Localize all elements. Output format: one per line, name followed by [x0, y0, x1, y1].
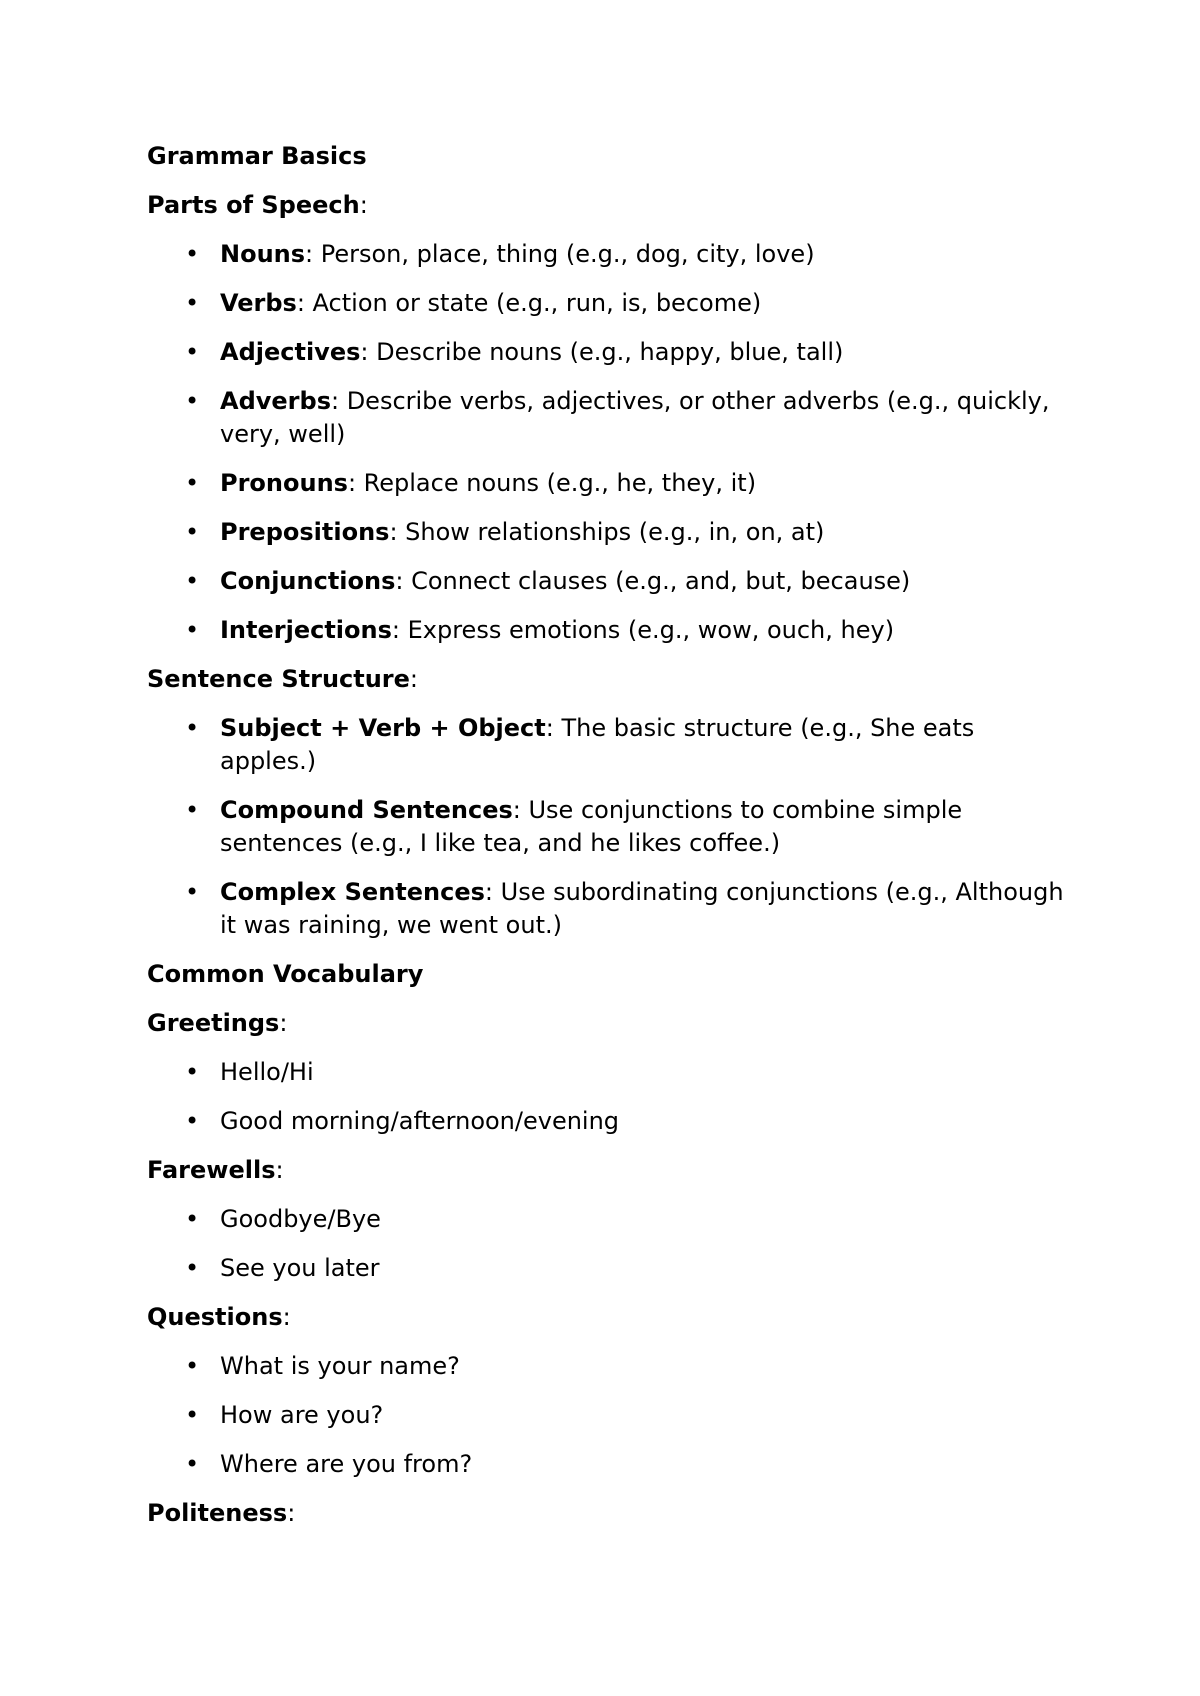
bullet-list	[147, 1350, 1077, 1481]
bullet-icon: •	[185, 616, 200, 644]
heading-suffix: :	[282, 1303, 291, 1331]
list-item-text: Where are you from?	[220, 1450, 473, 1478]
list-item	[147, 238, 1077, 271]
list-item	[147, 1350, 1077, 1383]
heading-suffix: :	[287, 1499, 296, 1527]
list-item	[147, 1056, 1077, 1089]
list-item-text: : The basic structure (e.g., She eats apples.)	[220, 714, 975, 775]
bullet-icon: •	[185, 714, 200, 742]
list-item	[147, 1105, 1077, 1138]
bullet-icon: •	[185, 338, 200, 366]
list-item-text: Hello/Hi	[220, 1058, 314, 1086]
list-item	[147, 794, 1077, 860]
heading-suffix: :	[409, 665, 419, 693]
list-item-text: : Person, place, thing (e.g., dog, city, love)	[305, 240, 815, 268]
list-item-text: What is your name?	[220, 1352, 460, 1380]
bullet-icon: •	[185, 1352, 200, 1380]
section-heading	[147, 1497, 1077, 1530]
list-item	[147, 336, 1077, 369]
bullet-list	[147, 1056, 1077, 1138]
bullet-icon: •	[185, 1401, 200, 1429]
heading-text: Farewells	[147, 1156, 276, 1184]
list-item-text: : Connect clauses (e.g., and, but, because)	[395, 567, 911, 595]
list-item-text: How are you?	[220, 1401, 384, 1429]
list-item-text: Goodbye/Bye	[220, 1205, 381, 1233]
bullet-icon: •	[185, 469, 200, 497]
bullet-icon: •	[185, 240, 200, 268]
bullet-icon: •	[185, 1205, 200, 1233]
list-item-term: Interjections	[220, 616, 392, 644]
section-heading	[147, 1301, 1077, 1334]
list-item-term: Subject + Verb + Object	[220, 714, 546, 742]
bullet-icon: •	[185, 878, 200, 906]
heading-suffix: :	[359, 191, 368, 219]
list-item-text: : Use subordinating conjunctions (e.g., Although it was raining, we went out.)	[220, 878, 1064, 939]
list-item-text: See you later	[220, 1254, 380, 1282]
list-item-text: : Action or state (e.g., run, is, become)	[296, 289, 762, 317]
bullet-icon: •	[185, 387, 200, 415]
heading-suffix: :	[275, 1156, 284, 1184]
list-item	[147, 1252, 1077, 1285]
list-item-term: Adverbs	[220, 387, 331, 415]
section-heading	[147, 1007, 1077, 1040]
list-item	[147, 1399, 1077, 1432]
list-item-term: Pronouns	[220, 469, 348, 497]
list-item	[147, 1448, 1077, 1481]
list-item	[147, 712, 1077, 778]
list-item-term: Prepositions	[220, 518, 390, 546]
list-item-text: : Show relationships (e.g., in, on, at)	[389, 518, 825, 546]
section-heading	[147, 663, 1077, 696]
bullet-list	[147, 238, 1077, 647]
bullet-list	[147, 1203, 1077, 1285]
section-heading	[147, 189, 1077, 222]
list-item-term: Adjectives	[220, 338, 361, 366]
heading-text: Greetings	[147, 1009, 280, 1037]
section-heading	[147, 140, 1077, 173]
bullet-icon: •	[185, 796, 200, 824]
list-item	[147, 385, 1077, 451]
list-item	[147, 565, 1077, 598]
list-item	[147, 614, 1077, 647]
list-item	[147, 1203, 1077, 1236]
heading-text: Questions	[147, 1303, 283, 1331]
list-item-term: Compound Sentences	[220, 796, 513, 824]
list-item-term: Complex Sentences	[220, 878, 485, 906]
list-item-text: : Describe nouns (e.g., happy, blue, tall)	[360, 338, 844, 366]
section-heading	[147, 1154, 1077, 1187]
bullet-icon: •	[185, 1107, 200, 1135]
heading-suffix: :	[279, 1009, 288, 1037]
heading-text: Sentence Structure	[147, 665, 410, 693]
list-item-text: : Replace nouns (e.g., he, they, it)	[347, 469, 757, 497]
heading-text: Common Vocabulary	[147, 960, 424, 988]
heading-text: Parts of Speech	[147, 191, 360, 219]
heading-text: Grammar Basics	[147, 142, 367, 170]
bullet-icon: •	[185, 567, 200, 595]
list-item-term: Conjunctions	[220, 567, 396, 595]
bullet-icon: •	[185, 289, 200, 317]
list-item-text: : Use conjunctions to combine simple sentences (e.g., I like tea, and he likes coffee.)	[220, 796, 963, 857]
section-heading	[147, 958, 1077, 991]
bullet-icon: •	[185, 1058, 200, 1086]
list-item-term: Verbs	[220, 289, 297, 317]
list-item	[147, 876, 1077, 942]
bullet-icon: •	[185, 1254, 200, 1282]
list-item	[147, 467, 1077, 500]
bullet-list	[147, 712, 1077, 942]
heading-text: Politeness	[147, 1499, 288, 1527]
bullet-icon: •	[185, 1450, 200, 1478]
list-item-text: : Describe verbs, adjectives, or other adverbs (e.g., quickly, very, well)	[220, 387, 1050, 448]
list-item	[147, 287, 1077, 320]
document-page	[147, 140, 1077, 1546]
list-item	[147, 516, 1077, 549]
list-item-text: : Express emotions (e.g., wow, ouch, hey)	[391, 616, 895, 644]
bullet-icon: •	[185, 518, 200, 546]
list-item-term: Nouns	[220, 240, 306, 268]
list-item-text: Good morning/afternoon/evening	[220, 1107, 620, 1135]
